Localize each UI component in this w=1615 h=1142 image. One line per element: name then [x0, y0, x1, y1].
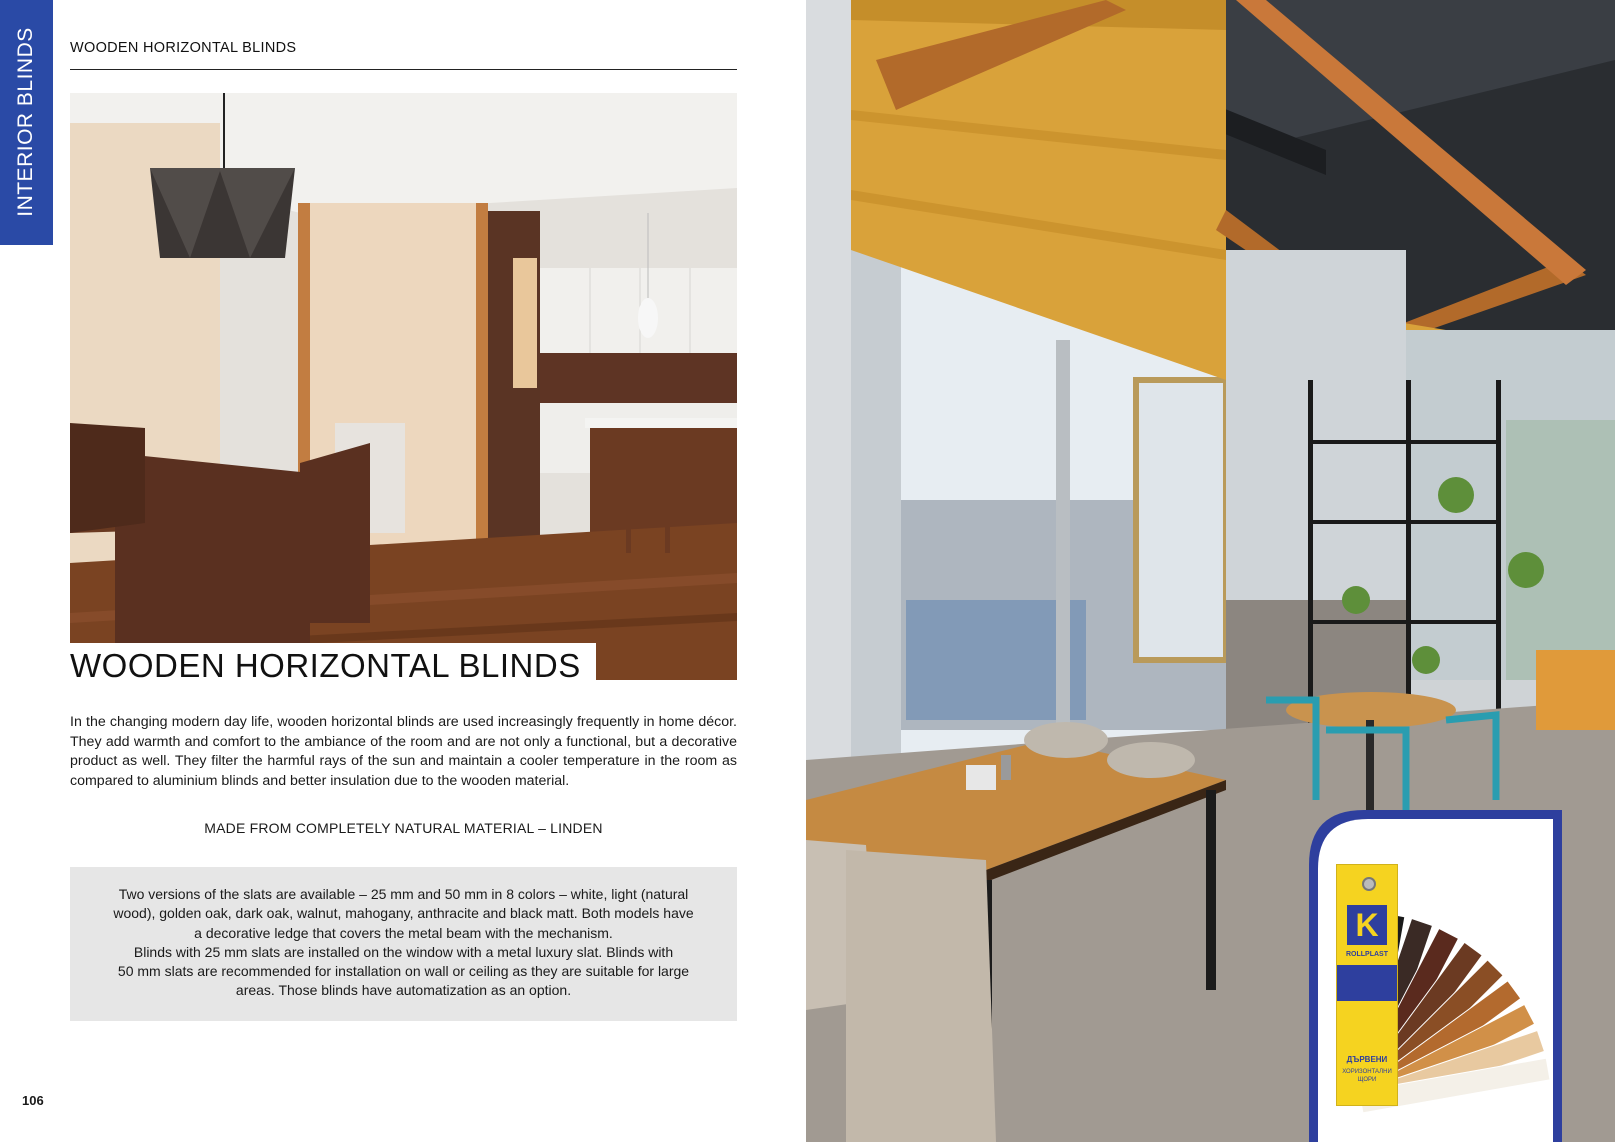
info-line: 50 mm slats are recommended for installation on wall or ceiling as they are suitable for large [117, 963, 690, 980]
sample-card-title: ДЪРВЕНИ [1346, 1055, 1388, 1064]
material-statement: MADE FROM COMPLETELY NATURAL MATERIAL – LINDEN [204, 820, 603, 836]
main-heading [70, 643, 596, 691]
info-line: wood), golden oak, dark oak, walnut, mahogany, anthracite and black matt. Both models have [113, 905, 694, 922]
description-paragraph: In the changing modern day life, wooden horizontal blinds are used increasingly frequently in home décor. They add warmth and comfort to the ambiance of the room and are not only a functional, but a decorative product as well. They filter the harmful rays of the sun and maintain a cooler temperature in the room as compared to aluminium blinds and better insulation due to the wooden material. [70, 714, 737, 789]
info-line: a decorative ledge that covers the metal beam with the mechanism. [194, 924, 613, 941]
header-divider [70, 69, 737, 70]
sample-card-band [1337, 965, 1397, 1001]
kitchen-dining-photo [70, 93, 737, 680]
sample-card-subtitle: ХОРИЗОНТАЛНИ [1342, 1069, 1392, 1075]
right-page [806, 0, 1615, 1142]
page-number: 106 [22, 1093, 44, 1108]
info-line: Two versions of the slats are available – 25 mm and 50 mm in 8 colors – white, light (natural [118, 886, 689, 902]
sample-card [1336, 864, 1398, 1106]
sample-card-eyelet [1362, 877, 1376, 891]
main-heading-text: WOODEN HORIZONTAL BLINDS [70, 647, 581, 684]
info-box-text [92, 885, 715, 1001]
info-line: Blinds with 25 mm slats are installed on the window with a metal luxury slat. Blinds with [133, 943, 674, 960]
info-box [70, 867, 737, 1021]
section-tab [0, 0, 53, 245]
section-tab-label: INTERIOR BLINDS [14, 27, 37, 217]
page-header-title: WOODEN HORIZONTAL BLINDS [70, 40, 297, 56]
left-page [0, 0, 806, 1142]
sample-card-subtitle: ЩОРИ [1357, 1077, 1377, 1083]
sample-card-brand: ROLLPLAST [1346, 951, 1388, 958]
rollplast-logo-icon: K [1347, 905, 1387, 945]
info-line: areas. Those blinds have automatization as an option. [235, 982, 572, 999]
